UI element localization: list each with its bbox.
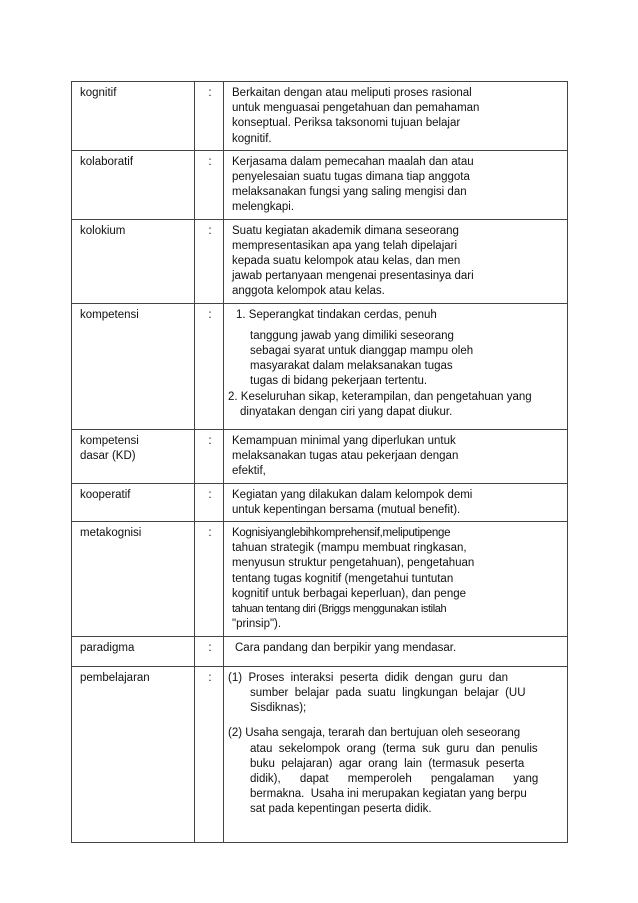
glossary-row — [72, 430, 568, 484]
definition-line: Sisdiknas); — [250, 702, 307, 715]
definition-line: kepada suatu kelompok atau kelas, dan men — [232, 255, 461, 268]
definition-line: untuk kepentingan bersama (mutual benefit). — [232, 503, 461, 516]
definition-line: sumber belajar pada suatu lingkungan belajar (UU — [250, 686, 526, 699]
definition-cell — [224, 303, 568, 429]
definition-line: untuk menguasai pengetahuan dan pemahaman — [232, 102, 480, 115]
definition-line: didik), dapat memperoleh pengalaman yang — [250, 772, 539, 785]
definition-line: melaksanakan tugas atau pekerjaan dengan — [232, 450, 459, 463]
glossary-row — [72, 219, 568, 303]
definition-line: dinyatakan dengan ciri yang dapat diukur. — [240, 405, 453, 418]
definition-cell — [224, 636, 568, 666]
definition-item-number-2: (2) Usaha sengaja, terarah dan bertujuan oleh seseorang — [228, 727, 521, 740]
definition-line: Berkaitan dengan atau meliputi proses rasional — [232, 87, 472, 99]
definition-line: penyelesaian suatu tugas dimana tiap anggota — [232, 171, 470, 184]
glossary-row — [72, 636, 568, 666]
definition-line: masyarakat dalam melaksanakan tugas — [250, 360, 453, 373]
term-cell — [72, 430, 195, 484]
definition-line: Suatu kegiatan akademik dimana seseorang — [232, 224, 459, 237]
definition-line: sebagai syarat untuk dianggap mampu oleh — [250, 345, 474, 358]
glossary-row — [72, 150, 568, 219]
term-line: dasar (KD) — [80, 450, 136, 463]
definition-item-number-1: 1. Seperangkat tindakan cerdas, penuh — [236, 308, 437, 321]
glossary-row — [72, 483, 568, 521]
definition-line: anggota kelompok atau kelas. — [232, 285, 385, 298]
glossary-row — [72, 522, 568, 636]
colon-cell: : — [195, 430, 224, 484]
term-cell: pembelajaran — [72, 666, 195, 842]
term-cell: kolokium — [72, 219, 195, 303]
colon-cell: : — [195, 636, 224, 666]
definition-cell — [224, 522, 568, 636]
definition-item-number-1: (1) Proses interaksi peserta didik dengan guru dan — [228, 671, 508, 684]
definition-item-number-2: 2. Keseluruhan sikap, keterampilan, dan pengetahuan yang — [228, 390, 532, 403]
definition-line: tanggung jawab yang dimiliki seseorang — [250, 329, 454, 342]
colon-cell: : — [195, 82, 224, 151]
term-cell: kompetensi — [72, 303, 195, 429]
term-cell: kooperatif — [72, 483, 195, 521]
definition-line: "prinsip"). — [232, 618, 282, 631]
colon-cell: : — [195, 483, 224, 521]
definition-line: jawab pertanyaan mengenai presentasinya dari — [232, 270, 474, 283]
definition-line: kognitif untuk berbagai keperluan), dan penge — [232, 587, 467, 600]
definition-line: tentang tugas kognitif (mengetahui tuntutan — [232, 572, 454, 585]
definition-line: buku pelajaran) agar orang lain (termasuk peserta — [250, 757, 525, 770]
definition-line: kognitif. — [232, 132, 272, 145]
glossary-table — [71, 81, 568, 843]
definition-line: mempresentasikan apa yang telah dipelajari — [232, 239, 458, 252]
definition-line: tahuan strategik (mampu membuat ringkasan, — [232, 542, 467, 555]
definition-line: Kerjasama dalam pemecahan maalah dan atau — [232, 155, 474, 168]
definition-cell — [224, 483, 568, 521]
colon-cell: : — [195, 219, 224, 303]
glossary-row — [72, 303, 568, 429]
definition-line: Kemampuan minimal yang diperlukan untuk — [232, 435, 456, 448]
term-cell: kognitif — [72, 82, 195, 151]
definition-line: efektif, — [232, 465, 266, 478]
term-cell: kolaboratif — [72, 150, 195, 219]
term-cell: metakognisi — [72, 522, 195, 636]
definition-cell — [224, 82, 568, 151]
colon-cell: : — [195, 303, 224, 429]
definition-line: Kegiatan yang dilakukan dalam kelompok demi — [232, 488, 473, 501]
term-line: kompetensi — [80, 435, 139, 448]
colon-cell: : — [195, 522, 224, 636]
definition-cell — [224, 219, 568, 303]
definition-cell — [224, 666, 568, 842]
definition-cell — [224, 430, 568, 484]
colon-cell: : — [195, 666, 224, 842]
definition-line: atau sekelompok orang (terma suk guru dan penulis — [250, 742, 538, 755]
colon-cell: : — [195, 150, 224, 219]
definition-line: Cara pandang dan berpikir yang mendasar. — [235, 641, 457, 654]
definition-line: sat pada kepentingan peserta didik. — [250, 803, 432, 816]
definition-line: tahuan tentang diri (Briggs menggunakan istilah — [232, 603, 447, 616]
glossary-row — [72, 666, 568, 842]
definition-line: Kognisiyanglebihkomprehensif,meliputipenge — [232, 527, 451, 540]
definition-line: konseptual. Periksa taksonomi tujuan belajar — [232, 117, 461, 130]
glossary-row — [72, 82, 568, 151]
definition-line: melaksanakan fungsi yang saling mengisi dan — [232, 186, 467, 199]
definition-line: menyusun struktur pengetahuan), pengetahuan — [232, 557, 475, 570]
definition-line: tugas di bidang pekerjaan tertentu. — [250, 375, 428, 388]
term-cell: paradigma — [72, 636, 195, 666]
definition-cell — [224, 150, 568, 219]
definition-line: bermakna. Usaha ini merupakan kegiatan yang berpu — [250, 788, 527, 801]
definition-line: melengkapi. — [232, 201, 295, 214]
